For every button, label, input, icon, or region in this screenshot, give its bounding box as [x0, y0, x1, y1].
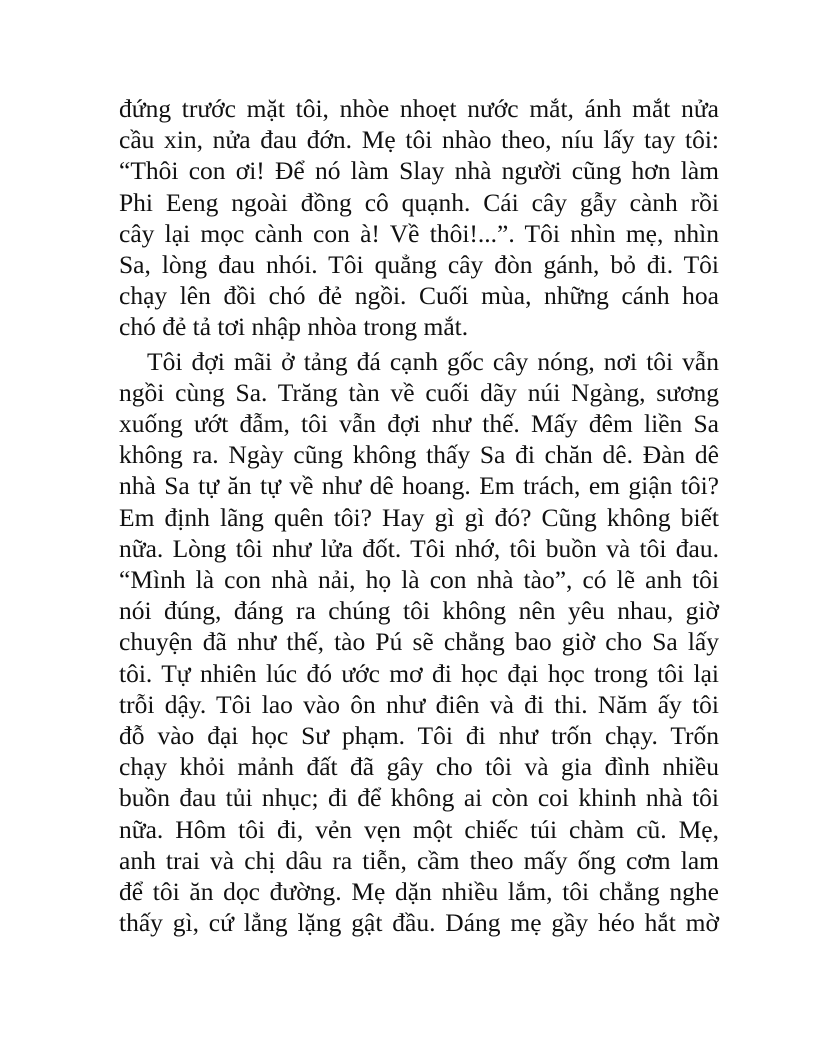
text-line: Tôi đợi mãi ở tảng đá cạnh gốc cây nóng, nơi tôi vẫn [147, 346, 719, 376]
text-line: chạy khỏi mảnh đất đã gây cho tôi và gia đình nhiều [119, 752, 719, 782]
text-line: chạy lên đồi chó đẻ ngồi. Cuối mùa, những cánh hoa [119, 281, 719, 311]
text-line: đỗ vào đại học Sư phạm. Tôi đi như trốn chạy. Trốn [119, 721, 719, 751]
text-line: đứng trước mặt tôi, nhòe nhoẹt nước mắt, ánh mắt nửa [119, 94, 719, 123]
text-line: anh trai và chị dâu ra tiễn, cầm theo mấy ống cơm lam [119, 845, 719, 875]
text-line: chuyện đã như thế, tào Pú sẽ chẳng bao giờ cho Sa lấy [119, 627, 719, 657]
text-line: “Thôi con ơi! Để nó làm Slay nhà người cũng hơn làm [119, 156, 719, 186]
text-line: không ra. Ngày cũng không thấy Sa đi chăn dê. Đàn dê [119, 440, 719, 470]
text-line: nhà Sa tự ăn tự về như dê hoang. Em trách, em giận tôi? [119, 471, 719, 501]
text-line: thấy gì, cứ lẳng lặng gật đầu. Dáng mẹ gầy héo hắt mờ [119, 908, 719, 938]
text-line: cầu xin, nửa đau đớn. Mẹ tôi nhào theo, níu lấy tay tôi: [119, 125, 719, 155]
document-page [119, 93, 719, 938]
text-line: tôi. Tự nhiên lúc đó ước mơ đi học đại học trong tôi lại [119, 658, 719, 688]
text-line: để tôi ăn dọc đường. Mẹ dặn nhiều lắm, tôi chẳng nghe [119, 877, 719, 907]
text-line: buồn đau tủi nhục; đi để không ai còn coi khinh nhà tôi [119, 783, 719, 813]
paragraph-2 [119, 346, 719, 939]
text-line: nói đúng, đáng ra chúng tôi không nên yêu nhau, giờ [119, 596, 719, 626]
text-line: “Mình là con nhà nải, họ là con nhà tào”, có lẽ anh tôi [119, 565, 719, 595]
text-line: Phi Eeng ngoài đồng cô quạnh. Cái cây gẫy cành rồi [119, 187, 719, 217]
paragraph-1 [119, 93, 719, 343]
text-line: Sa, lòng đau nhói. Tôi quẳng cây đòn gánh, bỏ đi. Tôi [119, 250, 719, 280]
text-line: chó đẻ tả tơi nhập nhòa trong mắt. [119, 312, 469, 342]
text-line: xuống ướt đẫm, tôi vẫn đợi như thế. Mấy đêm liền Sa [119, 409, 719, 439]
text-line: nữa. Hôm tôi đi, vẻn vẹn một chiếc túi chàm cũ. Mẹ, [119, 814, 719, 844]
text-line: cây lại mọc cành con à! Về thôi!...”. Tôi nhìn mẹ, nhìn [119, 218, 719, 248]
text-line: Em định lãng quên tôi? Hay gì gì đó? Cũng không biết [119, 502, 719, 532]
text-line: nữa. Lòng tôi như lửa đốt. Tôi nhớ, tôi buồn và tôi đau. [119, 533, 719, 563]
text-line: trỗi dậy. Tôi lao vào ôn như điên và đi thi. Năm ấy tôi [119, 689, 719, 719]
text-line: ngồi cùng Sa. Trăng tàn về cuối dãy núi Ngàng, sương [119, 377, 719, 407]
